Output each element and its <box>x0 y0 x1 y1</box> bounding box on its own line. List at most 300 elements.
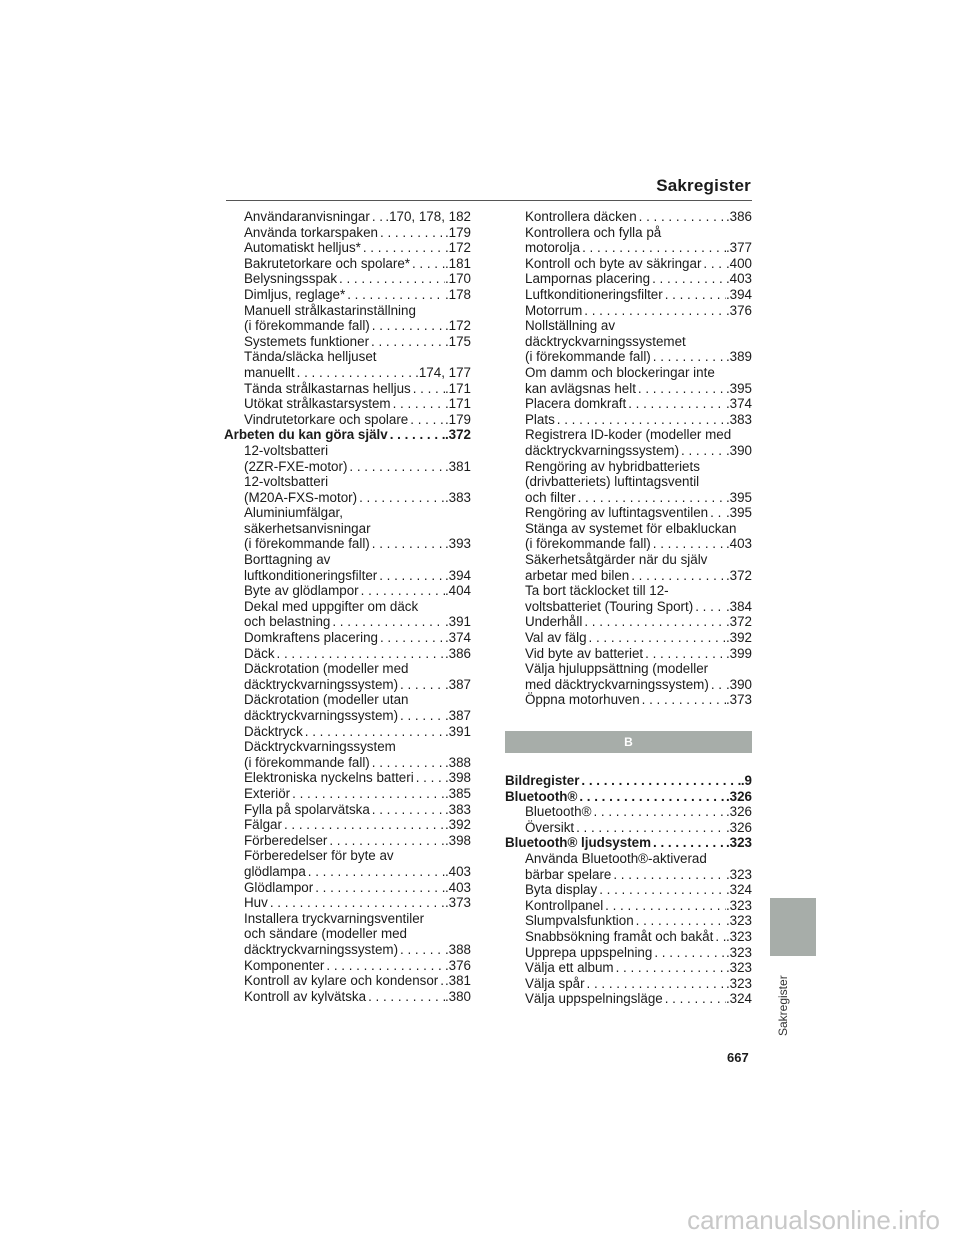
index-entry[interactable] <box>505 303 752 319</box>
index-entry-label: (i förekommande fall) <box>244 318 370 334</box>
index-entry-heading: Säkerhetsåtgärder när du själv <box>525 552 708 568</box>
index-entry-label: Fylla på spolarvätska <box>244 801 370 817</box>
index-entry[interactable] <box>224 708 471 724</box>
dot-leader <box>709 677 726 693</box>
index-entry-page: .388 <box>444 754 471 770</box>
index-entry-label: (i förekommande fall) <box>525 536 651 552</box>
index-entry-page: .179 <box>444 411 471 427</box>
index-entry[interactable] <box>505 913 752 929</box>
dot-leader <box>582 303 726 319</box>
index-entry[interactable] <box>224 973 471 989</box>
index-entry-page: .373 <box>725 692 752 708</box>
dot-leader <box>378 225 445 241</box>
index-entry[interactable] <box>505 271 752 287</box>
index-entry-page: .372 <box>725 567 752 583</box>
index-entry-label: Motorrum <box>525 302 583 318</box>
index-entry-page: .392 <box>444 817 471 833</box>
index-entry-heading: Använda Bluetooth®-aktiverad <box>525 850 707 866</box>
index-entry-page: .395 <box>725 505 752 521</box>
index-entry-label: däcktryckvarningssystem) <box>244 708 399 723</box>
index-entry-page: .172 <box>444 318 471 334</box>
dot-leader <box>663 287 726 303</box>
index-entry-page: .170, 178, 182 <box>385 209 471 224</box>
index-entry-label: Vid byte av batteriet <box>525 645 644 661</box>
index-entry-heading: Däckrotation (modeller med <box>244 661 409 677</box>
dot-leader <box>693 599 726 615</box>
index-entry-label: Komponenter <box>244 957 325 973</box>
index-entry[interactable] <box>505 490 752 506</box>
index-entry-label: däcktryckvarningssystem) <box>525 442 680 458</box>
index-entry-label: Upprepa uppspelning <box>525 944 653 960</box>
index-entry-label: Tända strålkastarnas helljus <box>244 380 411 396</box>
dot-leader <box>377 568 445 584</box>
index-entry-label: Belysningsspak <box>244 271 338 287</box>
index-entry-page: .395 <box>725 380 752 396</box>
index-entry-label: Kontroll av kylare och kondensor <box>244 973 439 989</box>
dot-leader <box>347 459 445 475</box>
dot-leader <box>337 271 445 287</box>
index-entry-page: .326 <box>725 804 752 820</box>
index-entry-label: Däck <box>244 645 275 661</box>
dot-leader <box>663 991 726 1007</box>
index-entry-continuation: däcktryckvarningssystemet <box>525 333 686 349</box>
dot-leader <box>411 381 445 397</box>
index-entry-label: manuellt <box>244 364 295 380</box>
index-entry[interactable] <box>505 240 752 256</box>
index-entry-page: .323 <box>725 897 752 913</box>
index-entry-page: .403 <box>444 863 471 879</box>
index-entry[interactable] <box>224 490 471 506</box>
section-letter-bar: B <box>505 731 752 753</box>
index-entry-heading: Ta bort täcklocket till 12- <box>525 583 669 599</box>
index-entry-label: Rengöring av luftintagsventilen <box>525 505 709 521</box>
index-entry[interactable] <box>224 614 471 630</box>
index-entry-heading: Manuell strålkastarinställning <box>244 302 416 318</box>
dot-leader <box>701 256 726 272</box>
index-entry[interactable] <box>505 867 752 883</box>
index-entry-page: .384 <box>725 598 752 614</box>
index-entry[interactable] <box>224 334 471 350</box>
index-entry-label: Snabbsökning framåt och bakåt <box>525 928 714 944</box>
dot-leader <box>357 490 445 506</box>
index-entry-page: .403 <box>725 536 752 552</box>
index-entry-page: .323 <box>725 975 752 991</box>
index-entry-label: och filter <box>525 489 576 505</box>
index-entry-page: .374 <box>444 630 471 646</box>
index-entry-heading: Kontrollera och fylla på <box>525 224 662 240</box>
index-entry[interactable] <box>224 817 471 833</box>
dot-leader <box>324 958 445 974</box>
index-entry[interactable] <box>505 287 752 303</box>
index-entry-page: .381 <box>444 973 471 989</box>
index-entry-label: Luftkonditioneringsfilter <box>525 286 663 302</box>
index-entry[interactable] <box>505 804 752 820</box>
index-entry-label: Bildregister <box>505 773 580 788</box>
index-entry-heading: Dekal med uppgifter om däck <box>244 598 419 614</box>
dot-leader <box>650 271 726 287</box>
index-entry[interactable] <box>224 240 471 256</box>
dot-leader <box>410 256 445 272</box>
dot-leader <box>345 287 445 303</box>
index-entry[interactable] <box>505 614 752 630</box>
dot-leader <box>327 833 445 849</box>
index-entry[interactable] <box>224 630 471 646</box>
index-entry-page: .385 <box>444 785 471 801</box>
index-entry-label: Arbeten du kan göra själv <box>224 427 388 443</box>
index-entry[interactable] <box>505 256 752 272</box>
index-entry-label: och belastning <box>244 614 331 630</box>
index-entry-heading: Borttagning av <box>244 552 331 568</box>
index-entry[interactable] <box>505 396 752 412</box>
index-entry[interactable] <box>224 677 471 693</box>
index-entry-page: .324 <box>725 882 752 898</box>
dot-leader <box>370 209 386 225</box>
index-entry-label: Välja uppspelningsläge <box>525 991 663 1007</box>
index-entry-heading: Däcktryckvarningssystem <box>244 739 396 755</box>
index-entry[interactable] <box>505 568 752 584</box>
dot-leader <box>370 318 445 334</box>
index-entry-heading: Aluminiumfälgar, <box>244 505 343 521</box>
dot-leader <box>587 630 726 646</box>
index-entry-label: Bluetooth® <box>525 804 592 820</box>
index-entry-label: Bluetooth® <box>505 788 578 804</box>
index-entry-continuation: (drivbatteriets) luftintagsventil <box>525 474 700 490</box>
index-entry-heading: Rengöring av hybridbatteriets <box>525 458 700 474</box>
index-entry[interactable] <box>505 505 752 521</box>
index-entry-label: Placera domkraft <box>525 396 627 412</box>
dot-leader <box>408 412 445 428</box>
index-entry[interactable] <box>224 209 471 225</box>
index-entry-label: Plats <box>525 411 555 427</box>
index-entry-page: .389 <box>725 349 752 365</box>
index-entry[interactable] <box>224 287 471 303</box>
watermark: carmanualsonline.info <box>687 1205 940 1235</box>
index-entry[interactable] <box>505 692 752 708</box>
index-entry-label: luftkonditioneringsfilter <box>244 567 378 583</box>
index-entry-page: .390 <box>725 676 752 692</box>
index-entry-label: Systemets funktioner <box>244 333 370 349</box>
index-entry[interactable] <box>505 773 752 789</box>
index-entry-label: voltsbatteriet (Touring Sport) <box>525 598 694 614</box>
index-column-left <box>224 209 471 1004</box>
index-entry[interactable] <box>505 835 752 851</box>
index-entry-label: Utökat strålkastarsystem <box>244 396 391 412</box>
index-entry[interactable] <box>505 929 752 945</box>
index-entry-page: .178 <box>444 286 471 302</box>
index-entry-page: .170 <box>444 271 471 287</box>
dot-leader <box>290 786 445 802</box>
index-entry-heading: Om damm och blockeringar inte <box>525 364 715 380</box>
index-entry[interactable] <box>224 583 471 599</box>
index-entry-page: .372 <box>444 427 471 443</box>
dot-leader <box>391 396 445 412</box>
index-entry[interactable] <box>224 724 471 740</box>
index-entry-page: .181 <box>444 255 471 271</box>
index-entry-page: .374 <box>725 396 752 412</box>
index-entry-heading: Stänga av systemet för elbakluckan <box>525 520 737 536</box>
index-entry-page: .323 <box>725 928 752 944</box>
index-entry-label: (i förekommande fall) <box>525 349 651 365</box>
index-entry[interactable] <box>224 786 471 802</box>
side-tab-label: Sakregister <box>776 975 790 1036</box>
index-entry-label: med däcktryckvarningssystem) <box>525 676 709 692</box>
index-entry[interactable] <box>224 412 471 428</box>
index-entry-label: Kontroll och byte av säkringar <box>525 255 702 271</box>
dot-leader <box>398 708 445 724</box>
dot-leader <box>640 692 726 708</box>
dot-leader <box>370 755 445 771</box>
page-number: 667 <box>727 1050 749 1065</box>
index-entry[interactable] <box>224 256 471 272</box>
side-tab[interactable] <box>770 898 816 956</box>
dot-leader <box>626 396 726 412</box>
dot-leader <box>611 867 726 883</box>
dot-leader <box>378 630 445 646</box>
index-entry-page: .399 <box>725 645 752 661</box>
index-entry[interactable] <box>505 945 752 961</box>
index-entry-page: .323 <box>725 913 752 929</box>
index-entry-label: Slumpvalsfunktion <box>525 913 634 929</box>
dot-leader <box>679 443 726 459</box>
index-entry-page: .9 <box>740 773 752 788</box>
index-entry-heading: Installera tryckvarningsventiler <box>244 910 425 926</box>
index-entry[interactable] <box>224 755 471 771</box>
dot-leader <box>651 349 726 365</box>
index-entry-label: Byte av glödlampor <box>244 583 359 599</box>
index-entry-label: Lampornas placering <box>525 271 651 287</box>
index-entry[interactable] <box>224 381 471 397</box>
index-entry[interactable] <box>505 209 752 225</box>
index-entry[interactable] <box>224 427 471 443</box>
index-entry-page: .171 <box>444 380 471 396</box>
index-entry-page: .387 <box>444 708 471 723</box>
index-entry-page: .376 <box>444 957 471 973</box>
index-entry[interactable] <box>505 789 752 805</box>
index-entry-label: Översikt <box>525 819 575 835</box>
index-entry-page: .372 <box>725 614 752 630</box>
index-entry[interactable] <box>224 568 471 584</box>
dot-leader <box>366 989 445 1005</box>
index-entry-page: .391 <box>444 723 471 739</box>
dot-leader <box>370 536 445 552</box>
index-entry-page: .380 <box>444 988 471 1004</box>
index-entry[interactable] <box>505 349 752 365</box>
index-entry[interactable] <box>224 365 471 381</box>
index-entry[interactable] <box>505 630 752 646</box>
dot-leader <box>303 724 445 740</box>
index-entry[interactable] <box>505 960 752 976</box>
index-entry[interactable] <box>505 381 752 397</box>
index-entry-page: .388 <box>444 941 471 957</box>
index-entry[interactable] <box>224 225 471 241</box>
index-entry[interactable] <box>505 536 752 552</box>
index-entry[interactable] <box>224 880 471 896</box>
dot-leader <box>637 209 726 225</box>
dot-leader <box>306 864 445 880</box>
index-entry-page: .376 <box>725 302 752 318</box>
dot-leader <box>361 240 445 256</box>
index-entry-label: Använda torkarspaken <box>244 224 378 240</box>
dot-leader <box>275 646 445 662</box>
index-entry[interactable] <box>224 318 471 334</box>
index-entry[interactable] <box>505 677 752 693</box>
dot-leader <box>388 427 445 443</box>
index-entry-label: Kontroll av kylvätska <box>244 988 367 1004</box>
index-entry-page: .174, 177 <box>415 364 471 380</box>
index-entry[interactable] <box>224 864 471 880</box>
index-entry-label: Kontrollpanel <box>525 897 604 913</box>
index-entry-page: .383 <box>444 489 471 505</box>
index-entry-label: Elektroniska nyckelns batteri <box>244 770 414 786</box>
index-entry[interactable] <box>224 833 471 849</box>
index-entry-label: kan avlägsnas helt <box>525 380 636 396</box>
index-entry[interactable] <box>224 396 471 412</box>
index-entry[interactable] <box>224 770 471 786</box>
index-entry-page: .404 <box>444 583 471 599</box>
dot-leader <box>636 381 726 397</box>
index-entry[interactable] <box>505 599 752 615</box>
dot-leader <box>268 895 445 911</box>
index-entry-page: .390 <box>725 442 752 458</box>
index-entry[interactable] <box>505 412 752 428</box>
index-entry-page: .172 <box>444 240 471 256</box>
index-entry[interactable] <box>224 536 471 552</box>
index-entry-page: .324 <box>725 991 752 1007</box>
index-entry-heading: 12-voltsbatteri <box>244 442 329 458</box>
index-entry-page: .326 <box>725 788 752 804</box>
dot-leader <box>651 536 726 552</box>
index-entry[interactable] <box>505 646 752 662</box>
index-entry[interactable] <box>224 646 471 662</box>
index-entry-continuation: säkerhetsanvisningar <box>244 520 371 536</box>
dot-leader <box>295 365 416 381</box>
dot-leader <box>643 646 726 662</box>
index-entry-page: .398 <box>444 770 471 786</box>
index-entry-label: glödlampa <box>244 863 306 879</box>
index-entry-page: .326 <box>725 819 752 835</box>
index-entry[interactable] <box>505 820 752 836</box>
dot-leader <box>580 240 726 256</box>
dot-leader <box>708 505 726 521</box>
index-entry-label: däcktryckvarningssystem) <box>244 676 399 692</box>
dot-leader <box>603 898 726 914</box>
index-entry-page: .392 <box>725 630 752 646</box>
index-entry-page: .395 <box>725 489 752 505</box>
index-entry-label: Vindrutetorkare och spolare <box>244 411 409 427</box>
index-entry-page: .383 <box>725 411 752 427</box>
index-entry-heading: 12-voltsbatteri <box>244 474 329 490</box>
dot-leader <box>651 835 726 851</box>
index-entry-page: .171 <box>444 396 471 412</box>
index-entry-page: .394 <box>444 567 471 583</box>
index-entry-label: Bakrutetorkare och spolare* <box>244 255 410 271</box>
index-entry[interactable] <box>224 271 471 287</box>
section-b-entries <box>505 773 752 1007</box>
index-entry[interactable] <box>224 958 471 974</box>
index-entry-page: .383 <box>444 801 471 817</box>
index-entry-label: Dimljus, reglage* <box>244 286 346 302</box>
index-entry-heading: Tända/släcka helljuset <box>244 349 377 365</box>
index-entry-heading: Registrera ID-koder (modeller med <box>525 427 732 443</box>
index-entry-label: Glödlampor <box>244 879 314 895</box>
index-entry-page: .377 <box>725 240 752 256</box>
index-entry-label: Välja spår <box>525 975 585 991</box>
index-entry-page: .373 <box>444 895 471 911</box>
index-entry-label: Förberedelser <box>244 832 328 848</box>
dot-leader <box>597 882 726 898</box>
index-entry-page: .323 <box>725 835 752 851</box>
index-entry[interactable] <box>505 882 752 898</box>
dot-leader <box>652 945 726 961</box>
index-entry-heading: Välja hjuluppsättning (modeller <box>525 661 709 677</box>
index-entry-label: Byta display <box>525 882 598 898</box>
index-entry-page: .386 <box>444 645 471 661</box>
index-entry-label: Exteriör <box>244 785 291 801</box>
index-column-right <box>505 209 752 1007</box>
index-entry-page: .386 <box>725 209 752 224</box>
index-entry-page: .323 <box>725 866 752 882</box>
index-entry-label: Fälgar <box>244 817 282 833</box>
dot-leader <box>330 614 445 630</box>
index-entry-page: .175 <box>444 333 471 349</box>
index-entry-page: .393 <box>444 536 471 552</box>
dot-leader <box>577 789 726 805</box>
dot-leader <box>370 802 445 818</box>
index-entry-page: .391 <box>444 614 471 630</box>
dot-leader <box>576 490 726 506</box>
dot-leader <box>398 942 445 958</box>
index-entry-label: (i förekommande fall) <box>244 754 370 770</box>
dot-leader <box>614 960 726 976</box>
dot-leader <box>555 412 726 428</box>
index-entry[interactable] <box>505 976 752 992</box>
dot-leader <box>438 973 445 989</box>
index-entry-label: arbetar med bilen <box>525 567 630 583</box>
index-entry-label: Öppna motorhuven <box>525 692 640 708</box>
dot-leader <box>582 614 726 630</box>
index-entry-page: .387 <box>444 676 471 692</box>
index-entry[interactable] <box>224 802 471 818</box>
page-header-title: Sakregister <box>656 176 751 195</box>
dot-leader <box>713 929 726 945</box>
index-entry[interactable] <box>505 898 752 914</box>
index-entry-label: Domkraftens placering <box>244 630 378 646</box>
index-entry[interactable] <box>224 459 471 475</box>
index-entry-label: bärbar spelare <box>525 866 612 882</box>
dot-leader <box>629 568 726 584</box>
index-entry[interactable] <box>505 443 752 459</box>
index-entry-label: Bluetooth® ljudsystem <box>505 835 652 851</box>
index-entry-page: .403 <box>725 271 752 287</box>
index-entry-label: Välja ett album <box>525 960 614 976</box>
index-entry-page: .403 <box>444 879 471 895</box>
index-entry-label: motorolja <box>525 240 581 256</box>
index-entry-heading: Nollställning av <box>525 318 616 334</box>
dot-leader <box>313 880 445 896</box>
index-entry-label: (2ZR-FXE-motor) <box>244 458 348 474</box>
index-entry-page: .394 <box>725 286 752 302</box>
index-entry-label: Val av fälg <box>525 630 587 646</box>
index-entry[interactable] <box>224 895 471 911</box>
index-entry[interactable] <box>224 989 471 1005</box>
index-entry[interactable] <box>505 991 752 1007</box>
index-entry-label: Huv <box>244 895 268 911</box>
header-rule <box>226 200 752 201</box>
index-entry[interactable] <box>224 942 471 958</box>
index-entry-label: (i förekommande fall) <box>244 536 370 552</box>
index-entry-label: Användaranvisningar <box>244 209 370 224</box>
index-entry-page: .179 <box>444 224 471 240</box>
